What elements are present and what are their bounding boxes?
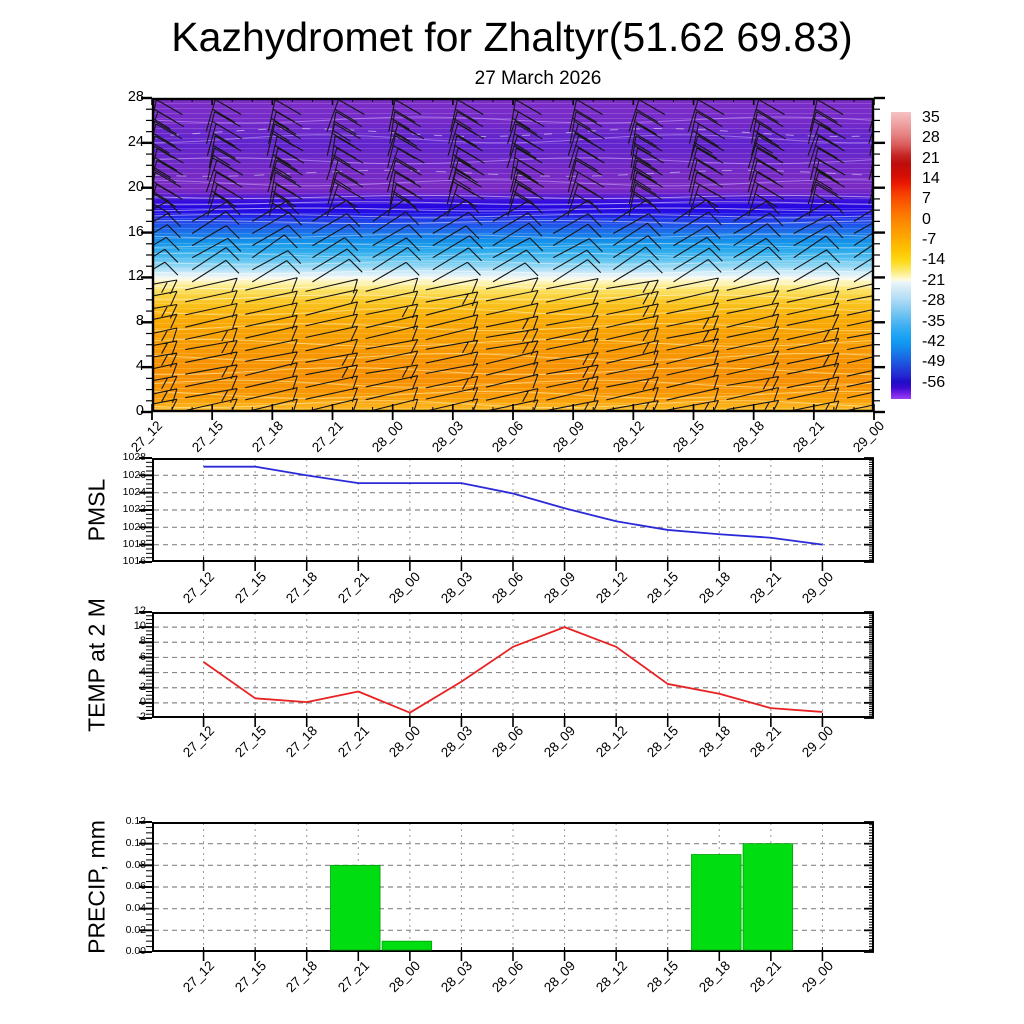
x-tick-label: 28_03 xyxy=(437,723,476,761)
x-tick-label: 27_12 xyxy=(180,958,218,996)
x-tick-label: 28_06 xyxy=(489,418,527,456)
y-tick-label: 0.08 xyxy=(125,858,146,871)
x-tick-label: 28_00 xyxy=(386,958,424,996)
y-tick-label: 28 xyxy=(127,89,144,105)
cross-section-panel xyxy=(152,98,874,412)
x-tick-label: 27_12 xyxy=(128,418,166,456)
x-tick-label: 28_09 xyxy=(541,723,579,761)
colorbar-tick-label: -28 xyxy=(922,292,946,310)
colorbar-tick-label: -56 xyxy=(922,373,946,391)
x-tick-label: 28_06 xyxy=(489,569,527,607)
x-tick-label: 28_21 xyxy=(747,569,785,607)
x-tick-label: 27_12 xyxy=(180,569,218,607)
colorbar-tick-label: -35 xyxy=(922,312,946,330)
y-tick-label: 1024 xyxy=(122,486,146,499)
y-tick-label: 2 xyxy=(139,680,146,693)
x-tick-label: 28_03 xyxy=(437,958,476,996)
y-tick-label: 20 xyxy=(127,178,144,195)
y-tick-label: 1018 xyxy=(122,538,146,551)
x-tick-label: 28_00 xyxy=(386,723,424,761)
y-tick-label: 4 xyxy=(135,358,144,375)
y-tick-label: 0.00 xyxy=(125,945,146,958)
x-tick-label: 28_15 xyxy=(644,723,682,761)
y-tick-label: 1016 xyxy=(122,555,146,568)
x-tick-label: 28_18 xyxy=(730,418,768,456)
x-tick-label: 28_09 xyxy=(541,958,579,996)
x-tick-label: 28_03 xyxy=(437,569,476,607)
x-tick-label: 27_15 xyxy=(231,723,269,761)
x-tick-label: 28_21 xyxy=(747,723,785,761)
x-tick-label: 28_18 xyxy=(695,958,733,996)
pmsl-ylabel: PMSL xyxy=(83,478,110,542)
y-tick-label: 12 xyxy=(127,268,144,285)
x-tick-label: 27_21 xyxy=(334,723,372,761)
x-tick-label: 28_12 xyxy=(592,723,630,761)
x-tick-label: 29_00 xyxy=(798,569,837,607)
x-tick-label: 28_15 xyxy=(669,418,708,456)
colorbar-tick-label: 28 xyxy=(922,129,940,147)
x-tick-label: 27_18 xyxy=(248,418,286,456)
x-tick-label: 28_21 xyxy=(747,958,785,996)
y-tick-label: 1026 xyxy=(122,468,146,481)
y-tick-label: 24 xyxy=(127,133,144,150)
y-tick-label: 0.06 xyxy=(125,880,146,893)
x-tick-label: 27_12 xyxy=(180,723,218,761)
precip-panel xyxy=(152,822,874,952)
y-tick-label: 8 xyxy=(139,635,146,648)
x-tick-label: 27_15 xyxy=(231,958,269,996)
x-tick-label: 28_18 xyxy=(695,569,733,607)
colorbar-tick-label: 35 xyxy=(922,109,940,126)
x-tick-label: 27_15 xyxy=(188,418,226,456)
x-tick-label: 28_15 xyxy=(644,958,682,996)
y-tick-label: 0 xyxy=(139,696,146,709)
colorbar-tick-label: -49 xyxy=(922,353,946,371)
x-tick-label: 28_06 xyxy=(489,723,527,761)
colorbar-tick-label: -7 xyxy=(922,231,937,249)
x-tick-label: 28_09 xyxy=(541,569,579,607)
y-tick-label: 8 xyxy=(135,313,144,330)
y-tick-label: 0 xyxy=(135,403,144,419)
x-tick-label: 28_21 xyxy=(790,418,828,456)
colorbar-tick-label: 14 xyxy=(922,170,940,188)
date-subtitle: 27 March 2026 xyxy=(474,68,602,89)
x-tick-label: 28_12 xyxy=(609,418,647,456)
y-tick-label: 0.12 xyxy=(125,815,146,828)
x-tick-label: 27_21 xyxy=(334,569,372,607)
x-tick-label: 27_15 xyxy=(231,569,269,607)
y-tick-label: 16 xyxy=(127,223,144,240)
y-tick-label: 6 xyxy=(139,650,146,663)
y-tick-label: 4 xyxy=(139,665,146,678)
temp-panel xyxy=(152,612,874,718)
x-tick-label: 29_00 xyxy=(798,723,837,761)
x-tick-label: 27_18 xyxy=(283,569,321,607)
temp-chart xyxy=(152,612,874,718)
cross-section-overlay xyxy=(152,98,874,412)
pmsl-panel xyxy=(152,458,874,562)
colorbar-tick-label: -42 xyxy=(922,332,946,350)
colorbar-tick-label: 7 xyxy=(922,190,931,208)
colorbar-tick-label: 21 xyxy=(922,149,940,167)
temp-ylabel: TEMP at 2 M xyxy=(83,598,110,732)
colorbar-tick-label: -21 xyxy=(922,271,946,289)
y-tick-label: 0.04 xyxy=(125,902,146,915)
y-tick-label: 10 xyxy=(133,620,146,633)
x-tick-label: 29_00 xyxy=(850,418,888,456)
y-tick-label: 1022 xyxy=(122,503,146,516)
x-tick-label: 27_18 xyxy=(283,958,321,996)
x-tick-label: 28_00 xyxy=(386,569,424,607)
x-tick-label: 28_12 xyxy=(592,958,630,996)
x-tick-label: 27_21 xyxy=(308,418,347,456)
x-tick-label: 28_09 xyxy=(549,418,587,456)
page-title: Kazhydromet for Zhaltyr(51.62 69.83) xyxy=(171,14,853,60)
precip-chart xyxy=(152,822,874,952)
x-tick-label: 27_21 xyxy=(334,958,372,996)
colorbar-tick-label: -14 xyxy=(922,251,946,269)
y-tick-label: 1028 xyxy=(122,451,146,464)
x-tick-label: 27_18 xyxy=(283,723,321,761)
y-tick-label: 0.10 xyxy=(125,837,146,850)
y-tick-label: -2 xyxy=(136,711,146,724)
y-tick-label: 12 xyxy=(133,605,146,618)
x-tick-label: 28_03 xyxy=(429,418,467,456)
y-tick-label: 1020 xyxy=(122,520,146,533)
colorbar-tick-label: 0 xyxy=(922,210,931,228)
x-tick-label: 28_06 xyxy=(489,958,527,996)
x-tick-label: 28_15 xyxy=(644,569,682,607)
x-tick-label: 28_12 xyxy=(592,569,630,607)
y-tick-label: 0.02 xyxy=(125,923,146,936)
x-tick-label: 29_00 xyxy=(798,958,837,996)
x-tick-label: 28_18 xyxy=(695,723,733,761)
colorbar xyxy=(891,112,911,399)
pmsl-chart xyxy=(152,458,874,562)
x-tick-label: 28_00 xyxy=(369,418,407,456)
precip-ylabel: PRECIP, mm xyxy=(83,820,110,954)
